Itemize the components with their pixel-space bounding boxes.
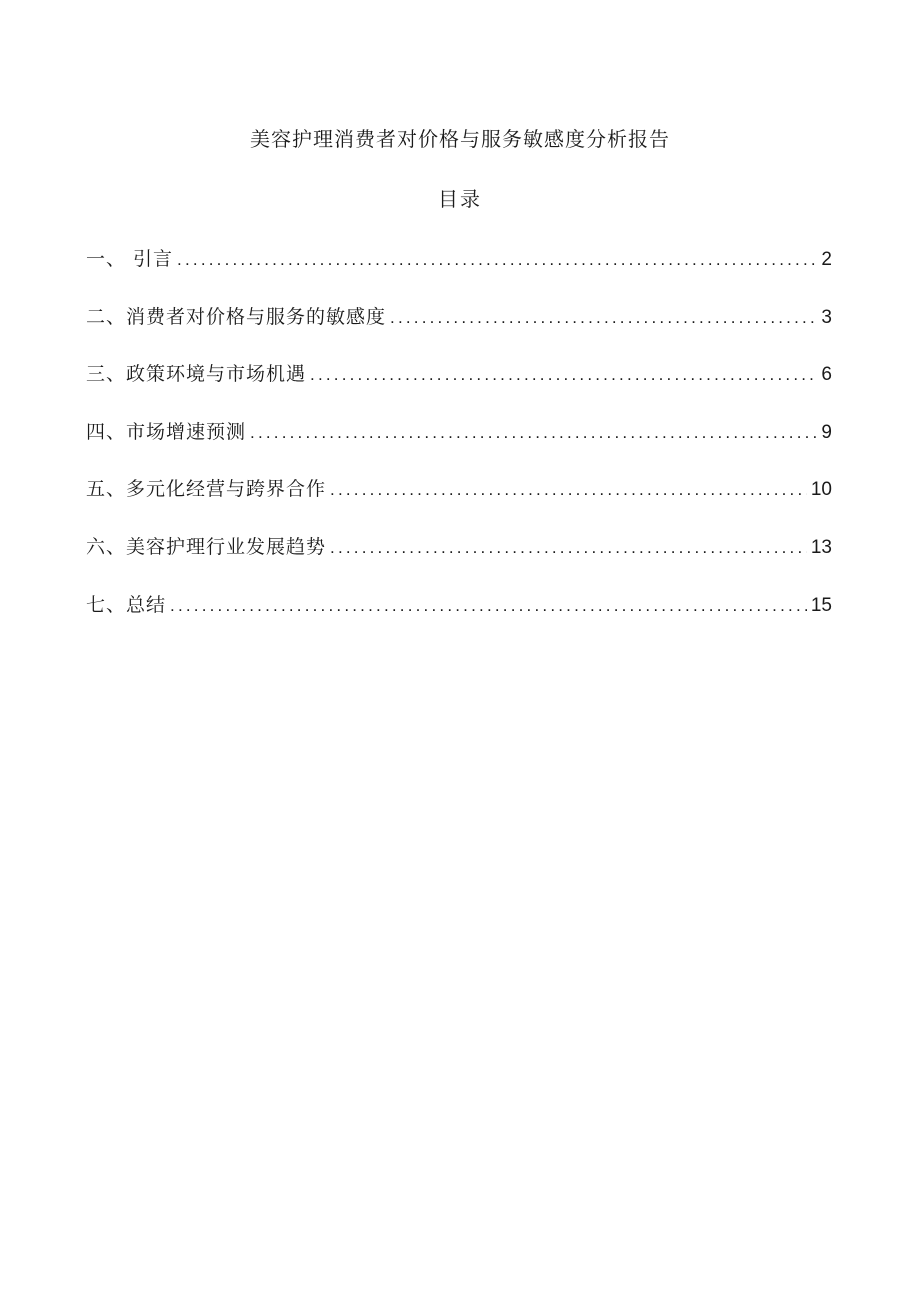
toc-dot-leader <box>330 533 807 563</box>
toc-dot-leader <box>177 245 817 275</box>
toc-page-number: 6 <box>821 364 832 386</box>
table-of-contents <box>86 244 832 647</box>
toc-entry-label: 四、市场增速预测 <box>86 420 247 443</box>
toc-dot-leader <box>250 418 817 448</box>
toc-entry-label: 一、 引言 <box>86 248 174 270</box>
toc-page-number: 3 <box>821 306 832 328</box>
toc-page-number: 10 <box>810 479 832 501</box>
toc-entry-label: 六、美容护理行业发展趋势 <box>86 535 327 558</box>
toc-entry-introduction[interactable] <box>86 244 832 302</box>
document-title: 美容护理消费者对价格与服务敏感度分析报告 <box>250 127 670 151</box>
toc-entry-diversification[interactable] <box>86 474 832 532</box>
toc-entry-label: 三、政策环境与市场机遇 <box>86 363 307 386</box>
toc-entry-growth-forecast[interactable] <box>86 417 832 475</box>
toc-entry-label: 五、多元化经营与跨界合作 <box>86 478 327 501</box>
toc-page-number: 2 <box>821 249 832 270</box>
toc-page-number: 9 <box>821 421 832 443</box>
toc-entry-label: 二、消费者对价格与服务的敏感度 <box>86 305 387 328</box>
toc-page-number: 15 <box>810 594 832 616</box>
toc-entry-summary[interactable] <box>86 590 832 648</box>
toc-entry-policy[interactable] <box>86 359 832 417</box>
toc-entry-label: 七、总结 <box>86 593 167 616</box>
toc-page-number: 13 <box>810 536 832 558</box>
toc-dot-leader <box>330 475 807 505</box>
toc-entry-industry-trends[interactable] <box>86 532 832 590</box>
toc-dot-leader <box>170 591 807 621</box>
toc-entry-sensitivity[interactable] <box>86 302 832 360</box>
toc-heading: 目录 <box>438 187 482 211</box>
toc-dot-leader <box>310 360 817 390</box>
toc-dot-leader <box>390 303 817 333</box>
